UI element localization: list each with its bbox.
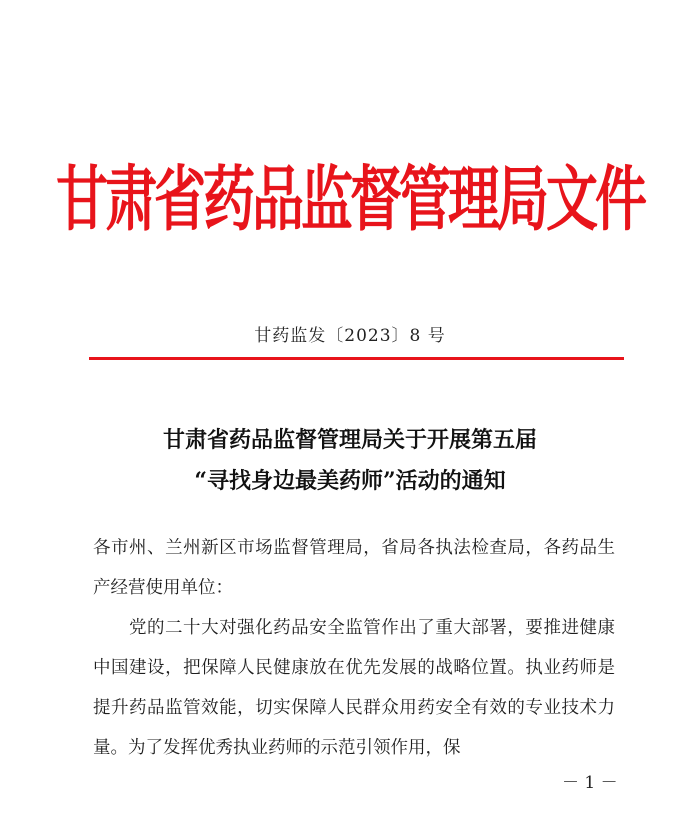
document-number: 甘药监发〔2023〕8 号 (254, 326, 446, 346)
red-divider (89, 357, 624, 360)
body-paragraph: 党的二十大对强化药品安全监管作出了重大部署，要推进健康中国建设，把保障人民健康放在优先发展的战略位置。执业药师是提升药品监管效能，切实保障人民群众用药安全有效的专业技术力量。为了发挥优秀执业药师的示范引领作用，保 (93, 618, 615, 758)
agency-banner: 甘肃省药品监督管理局文件 (55, 158, 644, 241)
notice-title-line1: 甘肃省药品监督管理局关于开展第五届 (162, 427, 537, 453)
notice-title-line2: “寻找身边最美药师”活动的通知 (194, 468, 506, 494)
notice-body (93, 528, 615, 768)
notice-title (0, 420, 700, 502)
page-number: － 1 － (562, 773, 618, 793)
salutation: 各市州、兰州新区市场监督管理局，省局各执法检查局，各药品生产经营使用单位： (93, 538, 615, 598)
